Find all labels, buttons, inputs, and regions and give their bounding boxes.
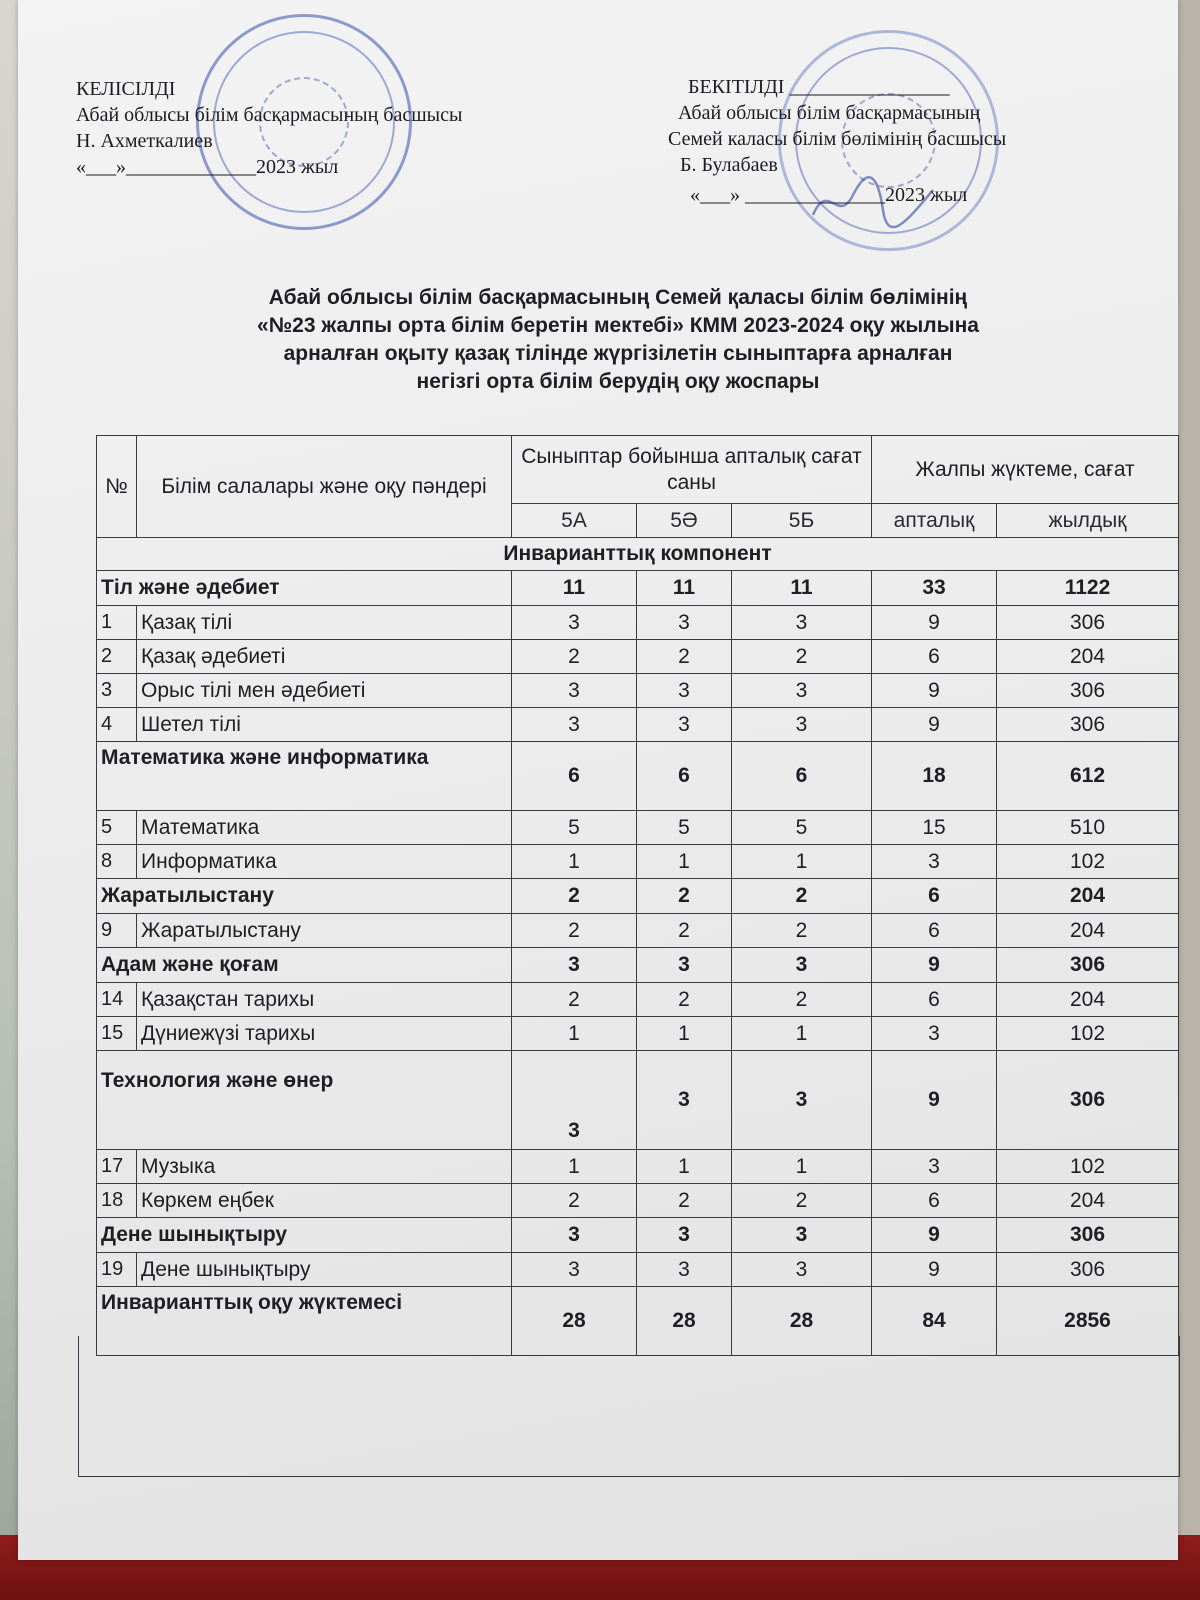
cell-yearly: 306 [997,1218,1179,1253]
approved-department: Семей каласы білім бөлімінің басшысы [668,128,1007,150]
cell-5ae: 3 [637,606,732,640]
approved-position: Абай облысы білім басқармасының [678,102,981,124]
cell-number: 3 [97,674,137,708]
cell-weekly: 18 [872,742,997,811]
header-weekly-by-class: Сыныптар бойынша апталық сағат саны [512,436,872,504]
cell-5ae: 1 [637,1150,732,1184]
title-line: арналған оқыту қазақ тілінде жүргізілетін сыныптарға арналған [283,342,953,365]
cell-number: 19 [97,1253,137,1287]
cell-5b: 3 [732,1218,872,1253]
group-name: Тіл және әдебиет [97,571,512,606]
cell-weekly: 9 [872,606,997,640]
cell-subject: Математика [137,811,512,845]
cell-5b: 2 [732,914,872,948]
group-row [97,948,1179,983]
cell-subject: Дүниежүзі тарихы [137,1017,512,1051]
cell-5ae: 2 [637,879,732,914]
cell-5ae: 2 [637,1184,732,1218]
approval-block-agreed [76,76,462,180]
cell-5a: 3 [512,708,637,742]
agreed-date: «___»_____________2023 жыл [76,156,339,178]
group-row [97,742,1179,811]
empty-table-area [78,1336,1180,1477]
cell-yearly: 102 [997,1150,1179,1184]
cell-5b: 3 [732,1051,872,1150]
header-number: № [97,436,137,538]
cell-number: 14 [97,983,137,1017]
table-row [97,674,1179,708]
cell-yearly: 102 [997,845,1179,879]
cell-5a: 3 [512,948,637,983]
table-row [97,1253,1179,1287]
cell-5a: 28 [512,1287,637,1356]
cell-5a: 2 [512,983,637,1017]
cell-number: 4 [97,708,137,742]
cell-weekly: 9 [872,674,997,708]
title-line: «№23 жалпы орта білім беретін мектебі» КММ 2023-2024 оқу жылына [257,314,979,337]
cell-yearly: 204 [997,879,1179,914]
cell-yearly: 102 [997,1017,1179,1051]
total-label: Инварианттық оқу жүктемесі [97,1287,512,1356]
cell-weekly: 3 [872,1150,997,1184]
cell-5b: 1 [732,845,872,879]
cell-5ae: 1 [637,845,732,879]
cell-5ae: 3 [637,948,732,983]
cell-5ae: 3 [637,1218,732,1253]
cell-weekly: 33 [872,571,997,606]
cell-yearly: 306 [997,1253,1179,1287]
cell-weekly: 3 [872,1017,997,1051]
cell-number: 1 [97,606,137,640]
header-subject: Білім салалары және оқу пәндері [137,436,512,538]
group-row [97,1218,1179,1253]
cell-5a: 2 [512,879,637,914]
cell-5a: 11 [512,571,637,606]
cell-5ae: 5 [637,811,732,845]
cell-number: 9 [97,914,137,948]
cell-5b: 5 [732,811,872,845]
cell-5b: 3 [732,674,872,708]
group-name: Жаратылыстану [97,879,512,914]
cell-yearly: 2856 [997,1287,1179,1356]
cell-subject: Жаратылыстану [137,914,512,948]
cell-5a: 3 [512,674,637,708]
cell-number: 8 [97,845,137,879]
group-row [97,879,1179,914]
document-page [18,0,1178,1560]
cell-yearly: 306 [997,1051,1179,1150]
cell-5b: 1 [732,1017,872,1051]
cell-5b: 2 [732,879,872,914]
cell-5b: 2 [732,983,872,1017]
header-class-5b: 5Б [732,504,872,538]
cell-subject: Қазақ тілі [137,606,512,640]
agreed-name: Н. Ахметкалиев [76,130,213,152]
cell-yearly: 204 [997,983,1179,1017]
cell-subject: Информатика [137,845,512,879]
cell-5ae: 2 [637,983,732,1017]
cell-yearly: 306 [997,708,1179,742]
group-row [97,1051,1179,1150]
cell-5b: 3 [732,1253,872,1287]
cell-number: 17 [97,1150,137,1184]
cell-5a: 3 [512,1051,637,1150]
approved-date: «___» ______________2023 жыл [690,184,968,206]
cell-5a: 5 [512,811,637,845]
table-row [97,708,1179,742]
group-name: Дене шынықтыру [97,1218,512,1253]
cell-yearly: 1122 [997,571,1179,606]
cell-weekly: 3 [872,845,997,879]
cell-weekly: 6 [872,640,997,674]
cell-5ae: 3 [637,1051,732,1150]
cell-5ae: 3 [637,708,732,742]
cell-yearly: 306 [997,606,1179,640]
cell-5b: 2 [732,640,872,674]
approval-block-approved [668,74,1006,208]
cell-5a: 3 [512,1218,637,1253]
title-line: негізгі орта білім берудің оқу жоспары [416,370,820,393]
cell-5b: 6 [732,742,872,811]
cell-number: 18 [97,1184,137,1218]
cell-5ae: 28 [637,1287,732,1356]
cell-weekly: 9 [872,708,997,742]
cell-5a: 1 [512,1017,637,1051]
cell-5b: 28 [732,1287,872,1356]
cell-weekly: 15 [872,811,997,845]
header-total-load: Жалпы жүктеме, сағат [872,436,1179,504]
group-name: Адам және қоғам [97,948,512,983]
header-weekly: апталық [872,504,997,538]
cell-yearly: 510 [997,811,1179,845]
cell-5ae: 2 [637,914,732,948]
document-title [136,284,1100,396]
table-row [97,640,1179,674]
cell-number: 15 [97,1017,137,1051]
table-row [97,983,1179,1017]
cell-5ae: 11 [637,571,732,606]
cell-yearly: 306 [997,948,1179,983]
cell-subject: Көркем еңбек [137,1184,512,1218]
group-name: Технология және өнер [97,1051,512,1150]
cell-5ae: 6 [637,742,732,811]
cell-weekly: 9 [872,1218,997,1253]
cell-weekly: 84 [872,1287,997,1356]
cell-yearly: 204 [997,914,1179,948]
agreed-position: Абай облысы білім басқармасының басшысы [76,104,463,126]
cell-5b: 11 [732,571,872,606]
cell-subject: Қазақ әдебиеті [137,640,512,674]
cell-subject: Дене шынықтыру [137,1253,512,1287]
table-row [97,1150,1179,1184]
cell-5b: 3 [732,606,872,640]
cell-subject: Қазақстан тарихы [137,983,512,1017]
curriculum-table [96,435,1179,1356]
table-row [97,606,1179,640]
agreed-heading: КЕЛІСІЛДІ [76,78,176,100]
section-invariant: Инварианттық компонент [97,538,1179,571]
cell-5a: 6 [512,742,637,811]
cell-yearly: 612 [997,742,1179,811]
cell-5b: 3 [732,708,872,742]
cell-5a: 2 [512,640,637,674]
cell-subject: Орыс тілі мен әдебиеті [137,674,512,708]
cell-weekly: 9 [872,948,997,983]
table-row [97,845,1179,879]
cell-yearly: 204 [997,640,1179,674]
cell-5ae: 3 [637,674,732,708]
group-row [97,571,1179,606]
cell-5b: 3 [732,948,872,983]
header-class-5a: 5А [512,504,637,538]
cell-subject: Музыка [137,1150,512,1184]
group-name: Математика және информатика [97,742,512,811]
cell-weekly: 6 [872,914,997,948]
cell-weekly: 6 [872,1184,997,1218]
cell-weekly: 6 [872,879,997,914]
header-class-5ae: 5Ә [637,504,732,538]
cell-weekly: 9 [872,1051,997,1150]
cell-yearly: 306 [997,674,1179,708]
table-row [97,1184,1179,1218]
table-row [97,914,1179,948]
cell-weekly: 6 [872,983,997,1017]
cell-5a: 1 [512,1150,637,1184]
header-yearly: жылдық [997,504,1179,538]
approved-name: Б. Булабаев [680,154,778,176]
cell-weekly: 9 [872,1253,997,1287]
cell-5ae: 1 [637,1017,732,1051]
cell-number: 2 [97,640,137,674]
cell-5a: 2 [512,914,637,948]
cell-5ae: 2 [637,640,732,674]
cell-5a: 1 [512,845,637,879]
approved-heading: БЕКІТІЛДІ ________________ [688,76,950,98]
section-row [97,538,1179,571]
cell-subject: Шетел тілі [137,708,512,742]
cell-number: 5 [97,811,137,845]
cell-5a: 3 [512,606,637,640]
title-line: Абай облысы білім басқармасының Семей қаласы білім бөлімінің [268,286,968,309]
cell-yearly: 204 [997,1184,1179,1218]
table-row [97,811,1179,845]
cell-5b: 1 [732,1150,872,1184]
table-header-row [97,436,1179,504]
cell-5a: 3 [512,1253,637,1287]
table-row [97,1017,1179,1051]
cell-5b: 2 [732,1184,872,1218]
cell-5a: 2 [512,1184,637,1218]
cell-5ae: 3 [637,1253,732,1287]
